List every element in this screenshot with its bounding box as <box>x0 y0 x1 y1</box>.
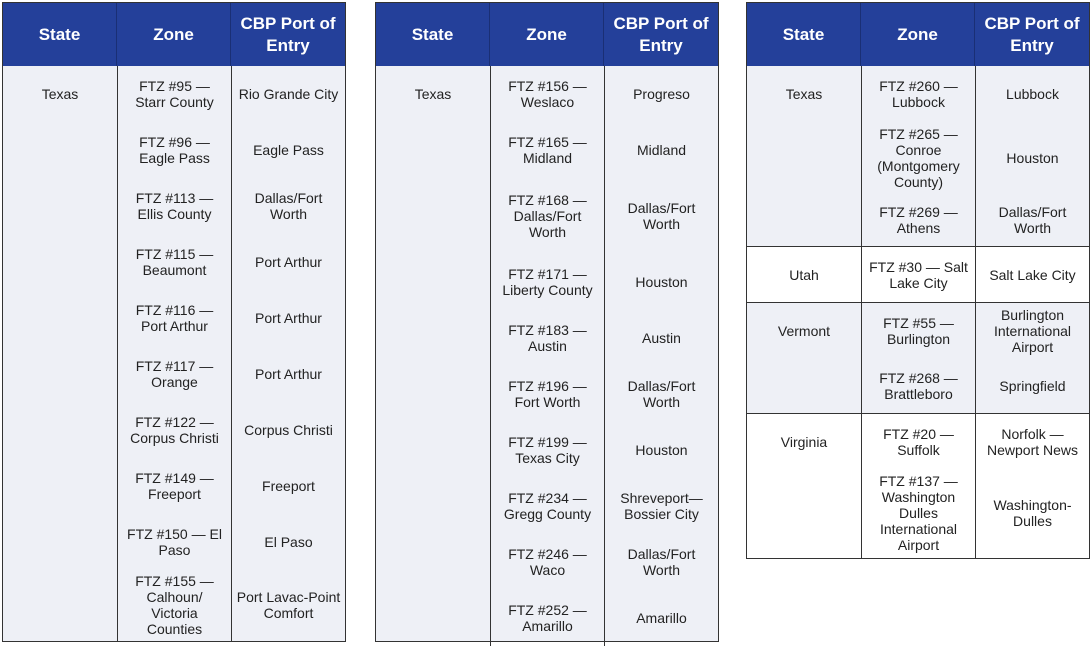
zone-cell: FTZ #122 — Corpus Christi <box>130 414 219 446</box>
zone-cell: FTZ #183 — Austin <box>508 322 587 354</box>
port-cell: Austin <box>642 330 681 346</box>
state-cell: Texas <box>414 86 452 102</box>
port-cell: Houston <box>635 274 688 290</box>
port-cell: Port Arthur <box>255 254 322 270</box>
header-port: CBP Port of Entry <box>240 13 336 55</box>
zone-cell: FTZ #20 — Suffolk <box>883 426 954 458</box>
header-state: State <box>747 3 861 66</box>
state-cell: Texas <box>41 86 79 102</box>
port-cell: Freeport <box>262 478 315 494</box>
table-header <box>3 3 345 66</box>
zone-cell: FTZ #137 — Washington Dulles International Airport <box>879 473 958 553</box>
port-cell: Dallas/Fort Worth <box>627 200 696 232</box>
zone-cell: FTZ #156 — Weslaco <box>508 78 587 110</box>
zone-cell: FTZ #234 — Gregg County <box>503 490 592 522</box>
zone-cell: FTZ #95 — Starr County <box>135 78 214 110</box>
port-cell: Lubbock <box>1006 86 1059 102</box>
zone-cell: FTZ #246 — Waco <box>508 546 587 578</box>
zone-cell: FTZ #113 — Ellis County <box>135 190 214 222</box>
state-group-utah <box>747 246 1089 302</box>
port-cell: Corpus Christi <box>244 422 333 438</box>
header-state: State <box>376 3 490 66</box>
zone-cell: FTZ #116 — Port Arthur <box>135 302 214 334</box>
state-cell: Texas <box>785 86 823 102</box>
header-zone: Zone <box>861 3 975 66</box>
zone-cell: FTZ #265 — Conroe (Montgomery County) <box>877 126 960 190</box>
port-cell: Port Arthur <box>255 366 322 382</box>
header-zone: Zone <box>490 3 604 66</box>
port-cell: Washington-Dulles <box>993 497 1072 529</box>
port-cell: Eagle Pass <box>253 142 324 158</box>
header-port: CBP Port of Entry <box>613 13 709 55</box>
table-header <box>376 3 718 66</box>
port-cell: Port Arthur <box>255 310 322 326</box>
zone-cell: FTZ #117 — Orange <box>135 358 214 390</box>
ftz-table-1 <box>2 2 346 642</box>
port-cell: Port Lavac-Point Comfort <box>236 589 341 621</box>
state-cell: Vermont <box>777 323 831 339</box>
port-cell: Rio Grande City <box>238 86 339 102</box>
port-cell: Houston <box>1006 150 1059 166</box>
header-port: CBP Port of Entry <box>984 13 1080 55</box>
port-cell: Burlington International Airport <box>993 307 1072 355</box>
zone-cell: FTZ #168 — Dallas/Fort Worth <box>508 192 587 240</box>
zone-cell: FTZ #199 — Texas City <box>508 434 587 466</box>
port-cell: Dallas/Fort Worth <box>254 190 323 222</box>
port-cell: Salt Lake City <box>989 266 1076 283</box>
port-cell: Dallas/Fort Worth <box>627 546 696 578</box>
zone-cell: FTZ #155 — Calhoun/ Victoria Counties <box>135 573 214 637</box>
zone-cell: FTZ #252 — Amarillo <box>508 602 587 634</box>
port-cell: Dallas/Fort Worth <box>627 378 696 410</box>
zone-cell: FTZ #96 — Eagle Pass <box>139 134 210 166</box>
ftz-table-3 <box>746 2 1090 559</box>
zone-cell: FTZ #269 — Athens <box>879 204 958 236</box>
port-cell: Midland <box>636 142 687 158</box>
port-cell: El Paso <box>264 534 313 550</box>
port-cell: Amarillo <box>636 610 687 626</box>
port-cell: Progreso <box>633 86 690 102</box>
zone-cell: FTZ #196 — Fort Worth <box>508 378 587 410</box>
zone-cell: FTZ #55 — Burlington <box>883 315 954 347</box>
zone-cell: FTZ #149 — Freeport <box>135 470 214 502</box>
state-group-virginia <box>747 413 1089 558</box>
header-state: State <box>3 3 117 66</box>
port-cell: Springfield <box>999 378 1066 394</box>
state-group-texas <box>747 66 1089 246</box>
table-header <box>747 3 1089 66</box>
zone-cell: FTZ #150 — El Paso <box>127 526 222 558</box>
port-cell: Shreveport—Bossier City <box>620 490 703 522</box>
state-group-vermont <box>747 302 1089 413</box>
zone-cell: FTZ #268 — Brattleboro <box>879 370 958 402</box>
zone-cell: FTZ #260 — Lubbock <box>879 78 958 110</box>
port-cell: Houston <box>635 442 688 458</box>
ftz-table-2 <box>375 2 719 642</box>
zone-cell: FTZ #165 — Midland <box>508 134 587 166</box>
zone-cell: FTZ #171 — Liberty County <box>502 266 593 298</box>
state-cell: Virginia <box>780 434 828 450</box>
zone-cell: FTZ #30 — Salt Lake City <box>869 258 968 291</box>
header-zone: Zone <box>117 3 231 66</box>
state-cell: Utah <box>789 266 819 283</box>
port-cell: Norfolk — Newport News <box>986 426 1079 458</box>
zone-cell: FTZ #115 — Beaumont <box>135 246 214 278</box>
port-cell: Dallas/Fort Worth <box>998 204 1067 236</box>
